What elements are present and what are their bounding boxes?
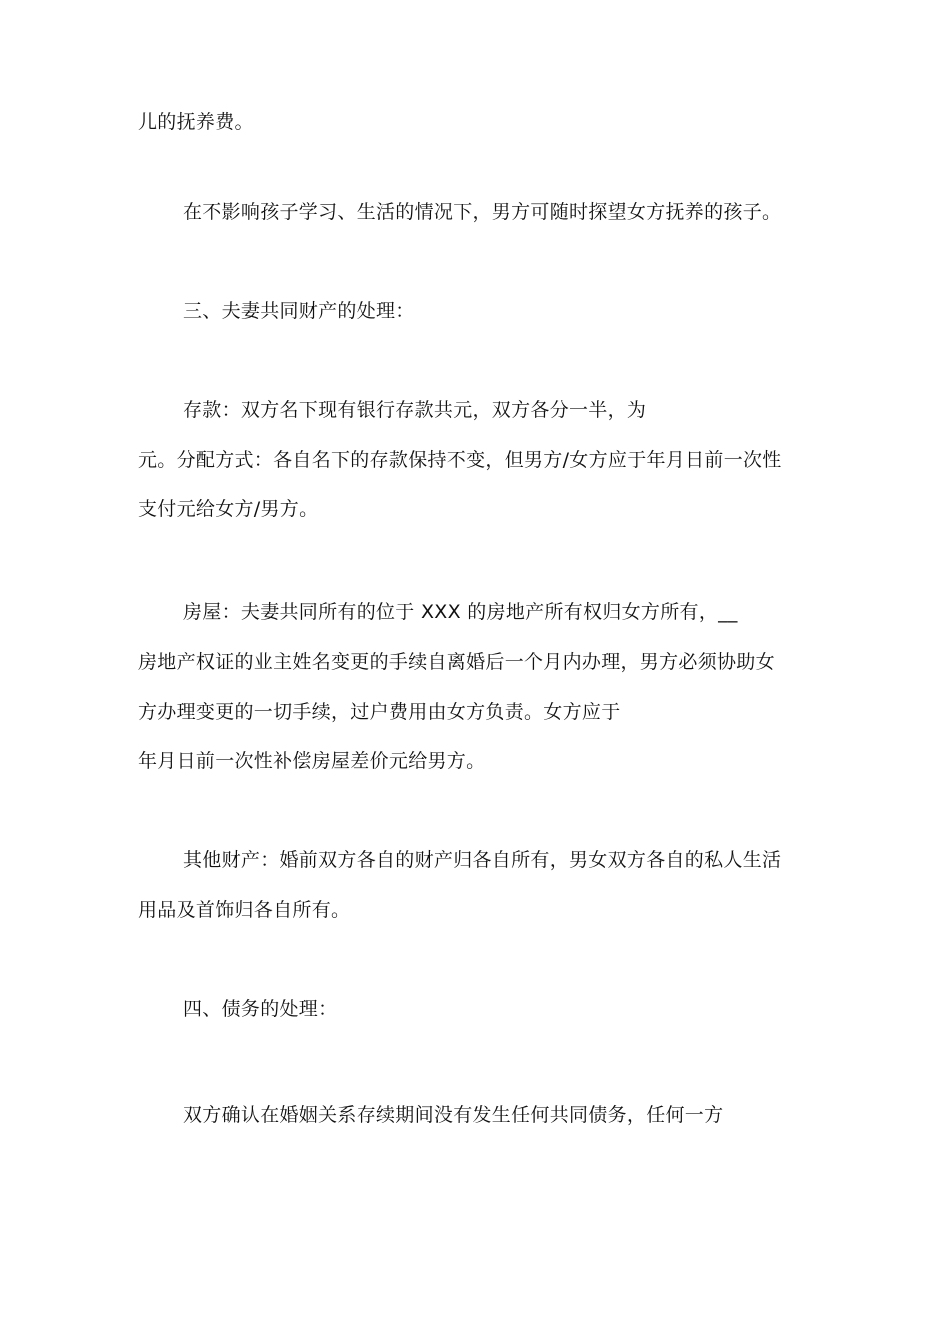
paragraph-line: 方办理变更的一切手续，过户费用由女方负责。女方应于 <box>138 701 621 723</box>
paragraph-line: 元。分配方式：各自名下的存款保持不变，但男方/女方应于年月日前一次性 <box>138 449 782 471</box>
paragraph-line: 在不影响孩子学习、生活的情况下，男方可随时探望女方抚养的孩子。 <box>183 201 782 223</box>
section-heading: 三、夫妻共同财产的处理： <box>183 300 415 322</box>
paragraph-line: 用品及首饰归各自所有。 <box>138 899 351 921</box>
paragraph-line: 房屋：夫妻共同所有的位于 XXX 的房地产所有权归女方所有，__ <box>183 601 738 623</box>
paragraph-line: 房地产权证的业主姓名变更的手续自离婚后一个月内办理，男方必须协助女 <box>138 651 775 673</box>
paragraph-line: 支付元给女方/男方。 <box>138 498 319 520</box>
paragraph-line: 双方确认在婚姻关系存续期间没有发生任何共同债务，任何一方 <box>183 1104 724 1126</box>
paragraph-line: 其他财产：婚前双方各自的财产归各自所有，男女双方各自的私人生活 <box>183 849 782 871</box>
section-heading: 四、债务的处理： <box>183 998 338 1020</box>
paragraph-line: 存款：双方名下现有银行存款共元，双方各分一半，为 <box>183 399 647 421</box>
paragraph-line: 儿的抚养费。 <box>138 111 254 133</box>
paragraph-line: 年月日前一次性补偿房屋差价元给男方。 <box>138 750 486 772</box>
